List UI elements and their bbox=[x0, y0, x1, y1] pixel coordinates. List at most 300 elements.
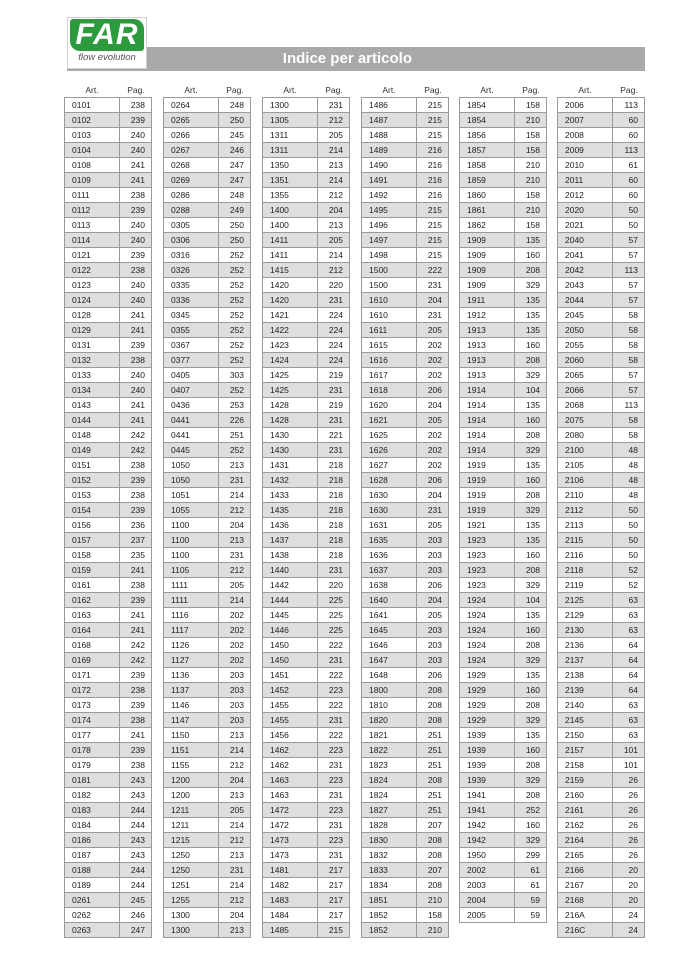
article-code: 1200 bbox=[164, 788, 219, 803]
table-row bbox=[362, 533, 449, 548]
page-number: 210 bbox=[515, 158, 547, 173]
page-number: 244 bbox=[120, 803, 152, 818]
index-column bbox=[163, 84, 251, 938]
table-row bbox=[164, 143, 251, 158]
article-code: 0164 bbox=[65, 623, 120, 638]
page-number: 243 bbox=[120, 773, 152, 788]
table-row bbox=[558, 413, 645, 428]
article-code: 1117 bbox=[164, 623, 219, 638]
table-row bbox=[558, 773, 645, 788]
page-number: 210 bbox=[417, 923, 449, 938]
page-number: 240 bbox=[120, 233, 152, 248]
page-number: 215 bbox=[417, 98, 449, 113]
article-code: 1435 bbox=[263, 503, 318, 518]
table-row bbox=[164, 158, 251, 173]
page-number: 212 bbox=[318, 188, 350, 203]
article-code: 2010 bbox=[558, 158, 613, 173]
table-row bbox=[65, 398, 152, 413]
page-number: 158 bbox=[515, 98, 547, 113]
article-code: 1126 bbox=[164, 638, 219, 653]
page-number: 240 bbox=[120, 293, 152, 308]
table-row bbox=[460, 218, 547, 233]
table-row bbox=[263, 728, 350, 743]
table-row bbox=[362, 848, 449, 863]
article-code: 1111 bbox=[164, 593, 219, 608]
table-row bbox=[558, 443, 645, 458]
article-code: 2150 bbox=[558, 728, 613, 743]
table-row bbox=[263, 443, 350, 458]
table-row bbox=[362, 113, 449, 128]
article-code: 1444 bbox=[263, 593, 318, 608]
article-code: 1489 bbox=[362, 143, 417, 158]
page-number: 215 bbox=[417, 203, 449, 218]
article-code: 1923 bbox=[460, 548, 515, 563]
page-number: 231 bbox=[417, 308, 449, 323]
table-row bbox=[460, 308, 547, 323]
table-row bbox=[362, 233, 449, 248]
article-code: 2157 bbox=[558, 743, 613, 758]
page-number: 208 bbox=[417, 878, 449, 893]
article-code: 0171 bbox=[65, 668, 120, 683]
page-number: 240 bbox=[120, 383, 152, 398]
article-code: 0305 bbox=[164, 218, 219, 233]
table-row bbox=[558, 233, 645, 248]
article-code: 1824 bbox=[362, 788, 417, 803]
table-row bbox=[460, 443, 547, 458]
table-row bbox=[164, 218, 251, 233]
article-code: 0316 bbox=[164, 248, 219, 263]
article-code: 1455 bbox=[263, 713, 318, 728]
table-row bbox=[362, 338, 449, 353]
page-number: 208 bbox=[515, 758, 547, 773]
table-row bbox=[362, 98, 449, 113]
article-code: 1492 bbox=[362, 188, 417, 203]
table-row bbox=[558, 623, 645, 638]
page-number: 208 bbox=[417, 683, 449, 698]
article-code: 2113 bbox=[558, 518, 613, 533]
page-number: 252 bbox=[219, 263, 251, 278]
article-code: 0152 bbox=[65, 473, 120, 488]
article-code: 0143 bbox=[65, 398, 120, 413]
page-number: 113 bbox=[613, 263, 645, 278]
table-row bbox=[362, 383, 449, 398]
table-row bbox=[263, 563, 350, 578]
table-row bbox=[164, 908, 251, 923]
page-number: 329 bbox=[515, 278, 547, 293]
table-row bbox=[164, 923, 251, 938]
page-number: 204 bbox=[219, 773, 251, 788]
page-number: 252 bbox=[219, 248, 251, 263]
table-row bbox=[164, 173, 251, 188]
index-table bbox=[64, 97, 152, 938]
article-code: 1150 bbox=[164, 728, 219, 743]
page-number: 231 bbox=[318, 293, 350, 308]
page-number: 101 bbox=[613, 758, 645, 773]
article-code: 0377 bbox=[164, 353, 219, 368]
page-number: 252 bbox=[219, 353, 251, 368]
article-code: 2137 bbox=[558, 653, 613, 668]
page-number: 242 bbox=[120, 428, 152, 443]
article-code: 1833 bbox=[362, 863, 417, 878]
table-row bbox=[65, 623, 152, 638]
article-code: 1442 bbox=[263, 578, 318, 593]
table-row bbox=[558, 683, 645, 698]
page-number: 50 bbox=[613, 518, 645, 533]
article-code: 1640 bbox=[362, 593, 417, 608]
article-code: 1495 bbox=[362, 203, 417, 218]
page-number: 212 bbox=[219, 503, 251, 518]
table-row bbox=[558, 923, 645, 938]
table-row bbox=[362, 368, 449, 383]
article-code: 1100 bbox=[164, 548, 219, 563]
article-code: 1463 bbox=[263, 773, 318, 788]
article-code: 1919 bbox=[460, 488, 515, 503]
page-number: 20 bbox=[613, 893, 645, 908]
table-row bbox=[558, 353, 645, 368]
article-code: 1821 bbox=[362, 728, 417, 743]
table-row bbox=[558, 578, 645, 593]
article-code: 0267 bbox=[164, 143, 219, 158]
page-number: 215 bbox=[417, 248, 449, 263]
article-code: 1400 bbox=[263, 218, 318, 233]
article-code: 1050 bbox=[164, 473, 219, 488]
table-row bbox=[263, 503, 350, 518]
article-code: 2041 bbox=[558, 248, 613, 263]
article-code: 216C bbox=[558, 923, 613, 938]
article-code: 0114 bbox=[65, 233, 120, 248]
page-number: 58 bbox=[613, 308, 645, 323]
page-number: 158 bbox=[515, 143, 547, 158]
table-row bbox=[65, 593, 152, 608]
article-code: 0133 bbox=[65, 368, 120, 383]
index-table bbox=[163, 97, 251, 938]
table-row bbox=[460, 578, 547, 593]
column-header bbox=[64, 84, 152, 97]
page-number: 252 bbox=[219, 308, 251, 323]
header-pag: Pag. bbox=[522, 85, 540, 95]
article-code: 0154 bbox=[65, 503, 120, 518]
table-row bbox=[65, 773, 152, 788]
header-art: Art. bbox=[578, 85, 592, 95]
page-number: 63 bbox=[613, 608, 645, 623]
table-row bbox=[558, 173, 645, 188]
article-code: 1638 bbox=[362, 578, 417, 593]
page-number: 222 bbox=[318, 698, 350, 713]
header-pag: Pag. bbox=[620, 85, 638, 95]
article-code: 0445 bbox=[164, 443, 219, 458]
article-code: 0122 bbox=[65, 263, 120, 278]
article-code: 0101 bbox=[65, 98, 120, 113]
table-row bbox=[460, 638, 547, 653]
page-number: 239 bbox=[120, 338, 152, 353]
page-number: 204 bbox=[417, 398, 449, 413]
table-row bbox=[460, 878, 547, 893]
table-row bbox=[65, 113, 152, 128]
table-row bbox=[65, 818, 152, 833]
table-row bbox=[263, 818, 350, 833]
article-code: 1860 bbox=[460, 188, 515, 203]
page-number: 158 bbox=[515, 128, 547, 143]
table-row bbox=[460, 893, 547, 908]
page-number: 52 bbox=[613, 563, 645, 578]
article-code: 1428 bbox=[263, 413, 318, 428]
page-number: 231 bbox=[318, 818, 350, 833]
page-number: 210 bbox=[515, 113, 547, 128]
page-number: 252 bbox=[219, 338, 251, 353]
page-number: 160 bbox=[515, 818, 547, 833]
table-row bbox=[460, 863, 547, 878]
page-number: 213 bbox=[219, 728, 251, 743]
article-code: 0131 bbox=[65, 338, 120, 353]
table-row bbox=[164, 608, 251, 623]
article-code: 1498 bbox=[362, 248, 417, 263]
article-code: 1610 bbox=[362, 308, 417, 323]
article-code: 0179 bbox=[65, 758, 120, 773]
article-code: 0174 bbox=[65, 713, 120, 728]
page-number: 203 bbox=[219, 698, 251, 713]
page-number: 247 bbox=[219, 158, 251, 173]
article-code: 2106 bbox=[558, 473, 613, 488]
table-row bbox=[263, 458, 350, 473]
page-number: 253 bbox=[219, 398, 251, 413]
article-code: 1856 bbox=[460, 128, 515, 143]
table-row bbox=[558, 698, 645, 713]
page-number: 113 bbox=[613, 98, 645, 113]
table-row bbox=[164, 263, 251, 278]
table-row bbox=[164, 563, 251, 578]
article-code: 0111 bbox=[65, 188, 120, 203]
table-row bbox=[164, 533, 251, 548]
index-table bbox=[557, 97, 645, 938]
table-row bbox=[558, 713, 645, 728]
article-code: 1929 bbox=[460, 668, 515, 683]
page-number: 299 bbox=[515, 848, 547, 863]
page-number: 60 bbox=[613, 188, 645, 203]
article-code: 1851 bbox=[362, 893, 417, 908]
table-row bbox=[558, 383, 645, 398]
table-row bbox=[558, 743, 645, 758]
table-row bbox=[263, 263, 350, 278]
article-code: 1941 bbox=[460, 803, 515, 818]
article-code: 1100 bbox=[164, 518, 219, 533]
page-number: 224 bbox=[318, 353, 350, 368]
table-row bbox=[65, 803, 152, 818]
article-code: 2161 bbox=[558, 803, 613, 818]
page-number: 222 bbox=[417, 263, 449, 278]
table-row bbox=[164, 488, 251, 503]
page-number: 216 bbox=[417, 188, 449, 203]
table-row bbox=[362, 893, 449, 908]
article-code: 2021 bbox=[558, 218, 613, 233]
page-number: 208 bbox=[417, 713, 449, 728]
table-row bbox=[558, 368, 645, 383]
table-row bbox=[65, 698, 152, 713]
page-number: 57 bbox=[613, 383, 645, 398]
table-row bbox=[164, 248, 251, 263]
table-row bbox=[460, 743, 547, 758]
article-code: 2011 bbox=[558, 173, 613, 188]
article-code: 2136 bbox=[558, 638, 613, 653]
table-row bbox=[362, 188, 449, 203]
page-number: 245 bbox=[120, 893, 152, 908]
table-row bbox=[362, 293, 449, 308]
article-code: 1628 bbox=[362, 473, 417, 488]
page-number: 243 bbox=[120, 848, 152, 863]
article-code: 2002 bbox=[460, 863, 515, 878]
table-row bbox=[263, 578, 350, 593]
article-code: 1437 bbox=[263, 533, 318, 548]
table-row bbox=[263, 668, 350, 683]
table-row bbox=[65, 563, 152, 578]
table-row bbox=[263, 278, 350, 293]
page-number: 252 bbox=[219, 383, 251, 398]
table-row bbox=[460, 458, 547, 473]
page-title: Indice per articolo bbox=[67, 47, 645, 71]
page-number: 135 bbox=[515, 398, 547, 413]
index-table bbox=[361, 97, 449, 938]
page-number: 222 bbox=[318, 728, 350, 743]
table-row bbox=[263, 833, 350, 848]
article-code: 1420 bbox=[263, 293, 318, 308]
page-number: 243 bbox=[120, 833, 152, 848]
page-number: 242 bbox=[120, 653, 152, 668]
article-code: 0102 bbox=[65, 113, 120, 128]
page-number: 231 bbox=[318, 788, 350, 803]
page-number: 240 bbox=[120, 368, 152, 383]
table-row bbox=[263, 638, 350, 653]
page-number: 202 bbox=[219, 638, 251, 653]
table-row bbox=[362, 638, 449, 653]
page-number: 158 bbox=[417, 908, 449, 923]
page-number: 63 bbox=[613, 593, 645, 608]
page-number: 135 bbox=[515, 308, 547, 323]
page-number: 64 bbox=[613, 683, 645, 698]
page-number: 205 bbox=[417, 413, 449, 428]
table-row bbox=[164, 878, 251, 893]
article-code: 1914 bbox=[460, 428, 515, 443]
article-code: 2164 bbox=[558, 833, 613, 848]
column-header bbox=[262, 84, 350, 97]
table-row bbox=[65, 863, 152, 878]
page-number: 213 bbox=[318, 158, 350, 173]
page-number: 212 bbox=[318, 113, 350, 128]
article-code: 0159 bbox=[65, 563, 120, 578]
table-row bbox=[362, 158, 449, 173]
table-row bbox=[362, 413, 449, 428]
page-number: 207 bbox=[417, 818, 449, 833]
table-row bbox=[460, 233, 547, 248]
table-row bbox=[362, 128, 449, 143]
page-number: 247 bbox=[219, 173, 251, 188]
article-code: 2050 bbox=[558, 323, 613, 338]
article-code: 1834 bbox=[362, 878, 417, 893]
page-number: 208 bbox=[515, 698, 547, 713]
table-row bbox=[558, 533, 645, 548]
table-row bbox=[65, 848, 152, 863]
table-row bbox=[362, 458, 449, 473]
article-code: 0124 bbox=[65, 293, 120, 308]
page-number: 203 bbox=[417, 548, 449, 563]
page-number: 231 bbox=[318, 413, 350, 428]
article-code: 2043 bbox=[558, 278, 613, 293]
page-number: 202 bbox=[417, 338, 449, 353]
article-code: 1913 bbox=[460, 323, 515, 338]
index-column bbox=[459, 84, 547, 923]
article-code: 2159 bbox=[558, 773, 613, 788]
page-number: 204 bbox=[417, 593, 449, 608]
article-code: 2020 bbox=[558, 203, 613, 218]
header-art: Art. bbox=[382, 85, 396, 95]
page-number: 246 bbox=[120, 908, 152, 923]
page-number: 213 bbox=[219, 848, 251, 863]
article-code: 1355 bbox=[263, 188, 318, 203]
article-code: 1211 bbox=[164, 803, 219, 818]
table-row bbox=[362, 398, 449, 413]
table-row bbox=[460, 323, 547, 338]
article-code: 1452 bbox=[263, 683, 318, 698]
table-row bbox=[164, 638, 251, 653]
article-code: 1483 bbox=[263, 893, 318, 908]
page-number: 203 bbox=[219, 668, 251, 683]
page-number: 204 bbox=[417, 293, 449, 308]
page-number: 238 bbox=[120, 353, 152, 368]
page-number: 212 bbox=[219, 563, 251, 578]
article-code: 2112 bbox=[558, 503, 613, 518]
table-row bbox=[558, 593, 645, 608]
page-number: 329 bbox=[515, 773, 547, 788]
page-number: 241 bbox=[120, 158, 152, 173]
header-pag: Pag. bbox=[325, 85, 343, 95]
article-code: 1424 bbox=[263, 353, 318, 368]
article-code: 1051 bbox=[164, 488, 219, 503]
table-row bbox=[362, 773, 449, 788]
article-code: 1611 bbox=[362, 323, 417, 338]
table-row bbox=[362, 653, 449, 668]
page-number: 250 bbox=[219, 113, 251, 128]
article-code: 1647 bbox=[362, 653, 417, 668]
page-number: 329 bbox=[515, 578, 547, 593]
table-row bbox=[558, 863, 645, 878]
table-row bbox=[558, 458, 645, 473]
article-code: 1251 bbox=[164, 878, 219, 893]
article-code: 1645 bbox=[362, 623, 417, 638]
table-row bbox=[362, 428, 449, 443]
article-code: 0109 bbox=[65, 173, 120, 188]
page-number: 251 bbox=[417, 758, 449, 773]
table-row bbox=[164, 623, 251, 638]
article-code: 0265 bbox=[164, 113, 219, 128]
page-number: 240 bbox=[120, 143, 152, 158]
page-number: 231 bbox=[219, 473, 251, 488]
article-code: 1445 bbox=[263, 608, 318, 623]
table-row bbox=[460, 608, 547, 623]
table-row bbox=[164, 803, 251, 818]
page-number: 204 bbox=[219, 908, 251, 923]
article-code: 0153 bbox=[65, 488, 120, 503]
table-row bbox=[263, 338, 350, 353]
page-number: 50 bbox=[613, 548, 645, 563]
article-code: 0269 bbox=[164, 173, 219, 188]
column-header bbox=[361, 84, 449, 97]
article-code: 1463 bbox=[263, 788, 318, 803]
page-number: 231 bbox=[318, 383, 350, 398]
article-code: 1929 bbox=[460, 683, 515, 698]
header-art: Art. bbox=[184, 85, 198, 95]
article-code: 1432 bbox=[263, 473, 318, 488]
page-number: 160 bbox=[515, 413, 547, 428]
table-row bbox=[263, 383, 350, 398]
article-code: 0113 bbox=[65, 218, 120, 233]
